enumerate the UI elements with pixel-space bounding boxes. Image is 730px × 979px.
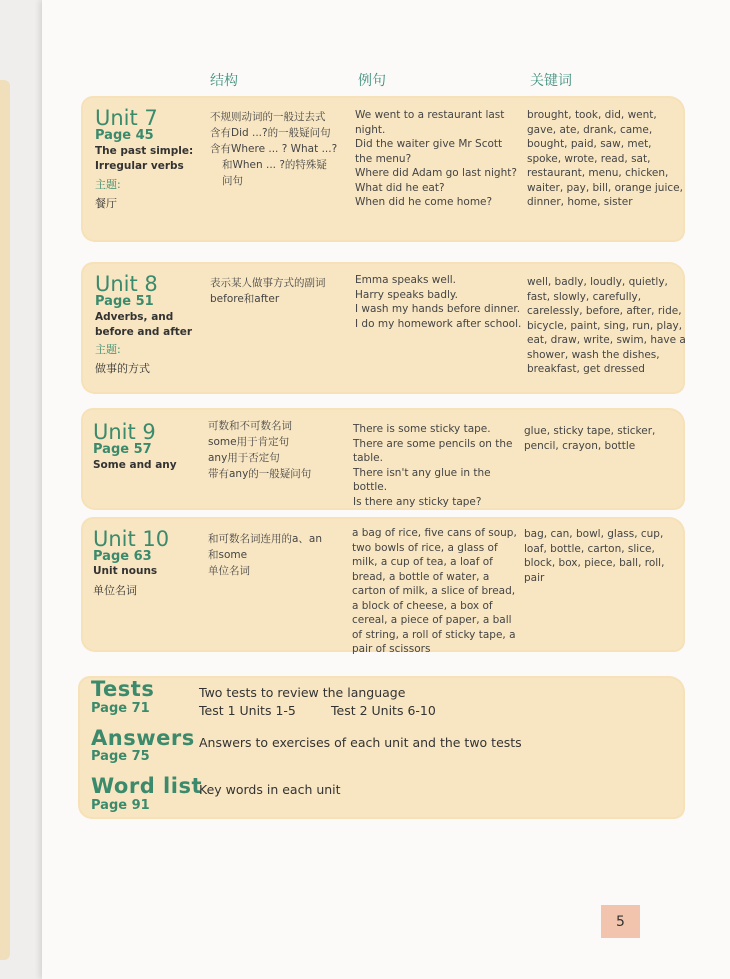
unit-8-examples: Emma speaks well. Harry speaks badly. I wash my hands before dinner. I do my homework after school. — [355, 274, 522, 330]
header-structure: 结构 — [210, 73, 238, 89]
unit-9-examples: There is some sticky tape. There are some pencils on the table. There isn't any glue in the bottle. Is there any sticky tape? — [353, 423, 513, 508]
unit-9-page: Page 57 — [93, 442, 152, 457]
unit-9-topic: Some and any — [93, 459, 177, 471]
header-keywords: 关键词 — [530, 73, 572, 89]
unit-7-topic-label: 主题: — [95, 178, 121, 191]
tests-desc: Two tests to review the language — [199, 685, 406, 700]
tests-line2: Test 2 Units 6-10 — [331, 703, 436, 718]
unit-7-topic: The past simple: Irregular verbs — [95, 145, 194, 172]
wordlist-title: Word list — [91, 774, 202, 798]
header-examples: 例句 — [358, 73, 386, 89]
unit-10-structure: 和可数名词连用的a、an 和some 单位名词 — [208, 533, 323, 577]
wordlist-desc: Key words in each unit — [199, 782, 341, 797]
left-edge-strip — [0, 80, 10, 960]
unit-7-examples: We went to a restaurant last night. Did the waiter give Mr Scott the menu? Where did Adam go last night? What did he eat? When did he come home? — [355, 109, 517, 208]
answers-desc: Answers to exercises of each unit and the two tests — [199, 735, 522, 750]
unit-10-topic: Unit nouns — [93, 565, 158, 577]
unit-7-keywords: brought, took, did, went, gave, ate, drank, came, bought, paid, saw, met, spoke, wrote, read, sat, restaurant, menu, chicken, waiter, pay, bill, orange juice, dinner, home, sister — [527, 109, 683, 208]
unit-8-keywords: well, badly, loudly, quietly, fast, slowly, carefully, carelessly, before, after, ride, bicycle, paint, sing, run, play, eat, draw, write, swim, have a shower, wash the dishes, breakfast, get dressed — [527, 276, 686, 375]
unit-10-page: Page 63 — [93, 549, 152, 564]
unit-10-title: Unit 10 — [93, 527, 170, 551]
unit-7-structure: 不规则动词的一般过去式 含有Did ...?的一般疑问句 含有Where ... ? What ...? 和When ... ?的特殊疑 问句 — [210, 111, 338, 187]
unit-10-keywords: bag, can, bowl, glass, cup, loaf, bottle, carton, slice, block, box, piece, ball, roll, pair — [524, 528, 665, 584]
unit-8-page: Page 51 — [95, 294, 154, 309]
unit-9-title: Unit 9 — [93, 420, 156, 444]
unit-8-structure: 表示某人做事方式的副词 before和after — [210, 277, 326, 305]
answers-title: Answers — [91, 726, 195, 750]
page-number: 5 — [601, 905, 640, 938]
unit-9-structure: 可数和不可数名词 some用于肯定句 any用于否定句 带有any的一般疑问句 — [208, 420, 312, 480]
tests-line1: Test 1 Units 1-5 — [199, 703, 296, 718]
answers-page: Page 75 — [91, 749, 150, 764]
unit-7-page: Page 45 — [95, 128, 154, 143]
unit-7-title: Unit 7 — [95, 106, 158, 130]
unit-7-topic-cn: 餐厅 — [95, 197, 117, 210]
tests-page: Page 71 — [91, 701, 150, 716]
unit-10-topic-cn: 单位名词 — [93, 584, 137, 597]
unit-8-topic-label: 主题: — [95, 343, 121, 356]
unit-10-examples: a bag of rice, five cans of soup, two bowls of rice, a glass of milk, a cup of tea, a loaf of bread, a bottle of water, a carton of milk, a slice of bread, a block of cheese, a box of cereal, a piece of paper, a ball of string, a roll of sticky tape, a pair of scissors — [352, 527, 517, 655]
unit-8-topic-cn: 做事的方式 — [95, 362, 150, 375]
unit-8-topic: Adverbs, and before and after — [95, 311, 193, 338]
unit-9-keywords: glue, sticky tape, sticker, pencil, crayon, bottle — [524, 425, 656, 452]
tests-title: Tests — [91, 677, 155, 701]
unit-8-title: Unit 8 — [95, 272, 158, 296]
wordlist-page: Page 91 — [91, 798, 150, 813]
